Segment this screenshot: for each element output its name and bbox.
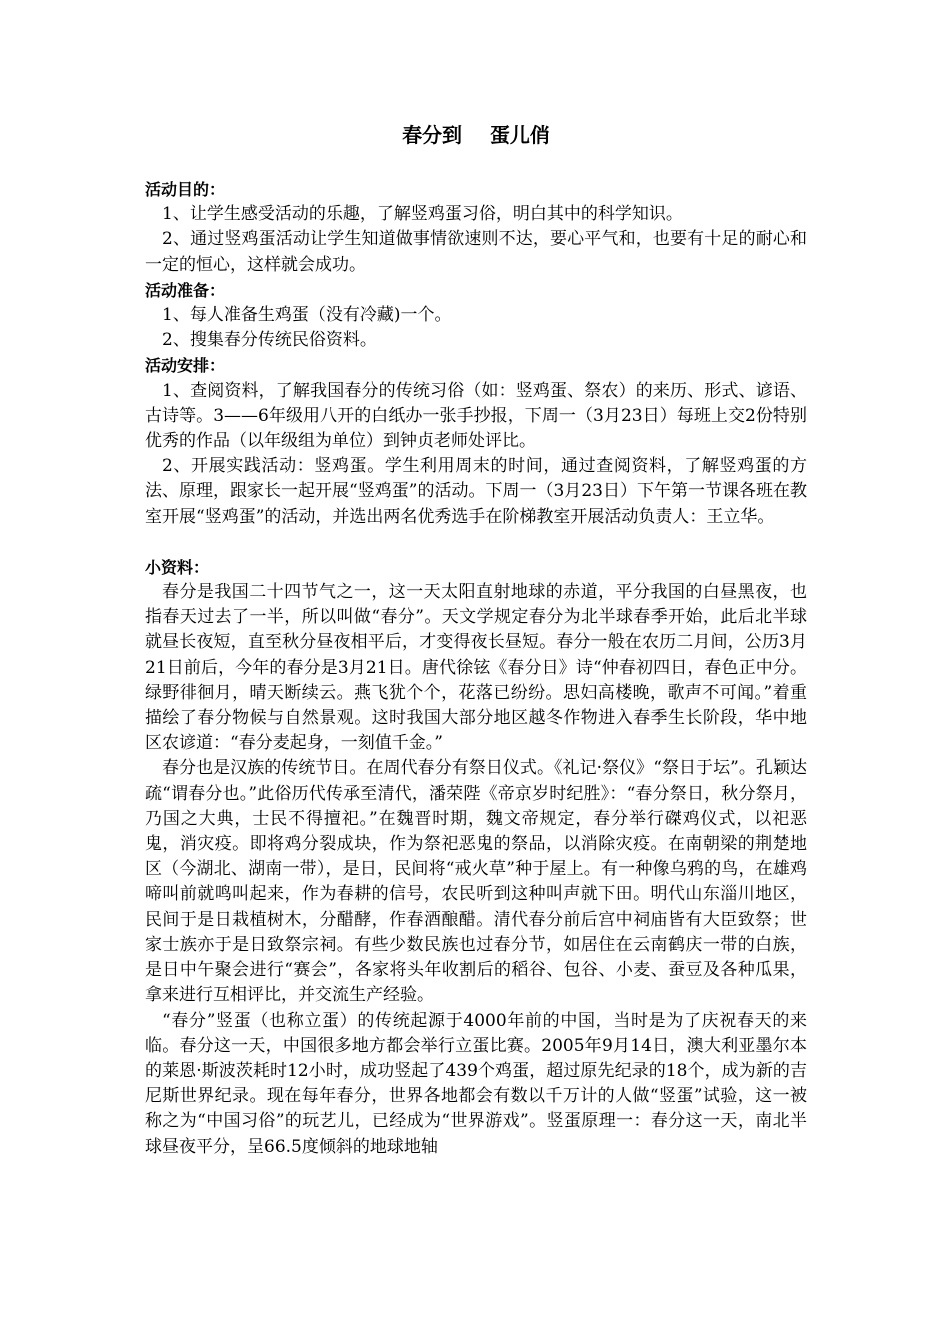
info-paragraph: 春分也是汉族的传统节日。在周代春分有祭日仪式。《礼记·祭仪》“祭日于坛”。孔颖达疏“谓春分也。”此俗历代传承至清代，潘荣陛《帝京岁时纪胜》：“春分祭日，秋分祭月，乃国之大典，士民不得擅祀。”在魏晋时期，魏文帝规定，春分举行磔鸡仪式，以祀恶鬼，消灾疫。即将鸡分裂成块，作为祭祀恶鬼的祭品，以消除灾疫。在南朝梁的荆楚地区（今湖北、湖南一带），是日，民间将“戒火草”种于屋上。有一种像乌鸦的鸟，在雄鸡啼叫前就鸣叫起来，作为春耕的信号，农民听到这种叫声就下田。明代山东淄川地区，民间于是日栽植树木，分醋酵，作春酒酿醋。清代春分前后宫中祠庙皆有大臣致祭；世家士族亦于是日致祭宗祠。有些少数民族也过春分节，如居住在云南鹤庆一带的白族，是日中午聚会进行“赛会”，各家将头年收割后的稻谷、包谷、小麦、蚕豆及各种瓜果，拿来进行互相评比，并交流生产经验。 — [145, 758, 807, 1006]
purpose-heading: 活动目的： — [145, 180, 226, 199]
preparation-item: 1、每人准备生鸡蛋（没有冷藏)一个。 — [162, 305, 452, 326]
arrangement-heading: 活动安排： — [145, 356, 226, 376]
purpose-item: 1、让学生感受活动的乐趣，了解竖鸡蛋习俗，明白其中的科学知识。 — [162, 204, 683, 225]
arrangement-item: 1、查阅资料，了解我国春分的传统习俗（如：竖鸡蛋、祭农）的来历、形式、谚语、古诗等。3——6年级用八开的白纸办一张手抄报，下周一（3月23日）每班上交2份特别优秀的作品（以年级组为单位）到钟贞老师处评比。 — [145, 380, 807, 452]
preparation-heading: 活动准备： — [145, 280, 226, 300]
document-title: 春分到 蛋儿俏 — [402, 123, 550, 147]
info-paragraph: “春分”竖蛋（也称立蛋）的传统起源于4000年前的中国，当时是为了庆祝春天的来临。春分这一天，中国很多地方都会举行立蛋比赛。2005年9月14日，澳大利亚墨尔本的莱恩·斯波茨耗时12小时，成功竖起了439个鸡蛋，超过原先纪录的18个，成为新的吉尼斯世界纪录。现在每年春分，世界各地都会有数以千万计的人做“竖蛋”试验，这一被称之为“中国习俗”的玩艺儿，已经成为“世界游戏”。竖蛋原理一：春分这一天，南北半球昼夜平分，呈66.5度倾斜的地球地轴 — [145, 1010, 807, 1157]
info-heading: 小资料： — [145, 557, 210, 577]
preparation-item: 2、搜集春分传统民俗资料。 — [162, 330, 377, 351]
info-paragraph: 春分是我国二十四节气之一，这一天太阳直射地球的赤道，平分我国的白昼黑夜，也指春天过去了一半，所以叫做“春分”。天文学规定春分为北半球春季开始，此后北半球就昼长夜短，直至秋分昼夜相平后，才变得夜长昼短。春分一般在农历二月间，公历3月21日前后，今年的春分是3月21日。唐代徐铉《春分日》诗“仲春初四日，春色正中分。绿野徘徊月，晴天断续云。燕飞犹个个，花落已纷纷。思妇高楼晚，歌声不可闻。”着重描绘了春分物候与自然景观。这时我国大部分地区越冬作物进入春季生长阶段，华中地区农谚道：“春分麦起身，一刻值千金。” — [145, 582, 807, 754]
arrangement-item: 2、开展实践活动：竖鸡蛋。学生利用周末的时间，通过查阅资料，了解竖鸡蛋的方法、原理，跟家长一起开展“竖鸡蛋”的活动。下周一（3月23日）下午第一节课各班在教室开展“竖鸡蛋”的活动，并选出两名优秀选手在阶梯教室开展活动负责人：王立华。 — [145, 456, 807, 527]
purpose-item: 2、通过竖鸡蛋活动让学生知道做事情欲速则不达，要心平气和，也要有十足的耐心和一定的恒心，这样就会成功。 — [145, 229, 807, 275]
spacer — [145, 530, 807, 555]
document-page — [145, 118, 807, 1160]
